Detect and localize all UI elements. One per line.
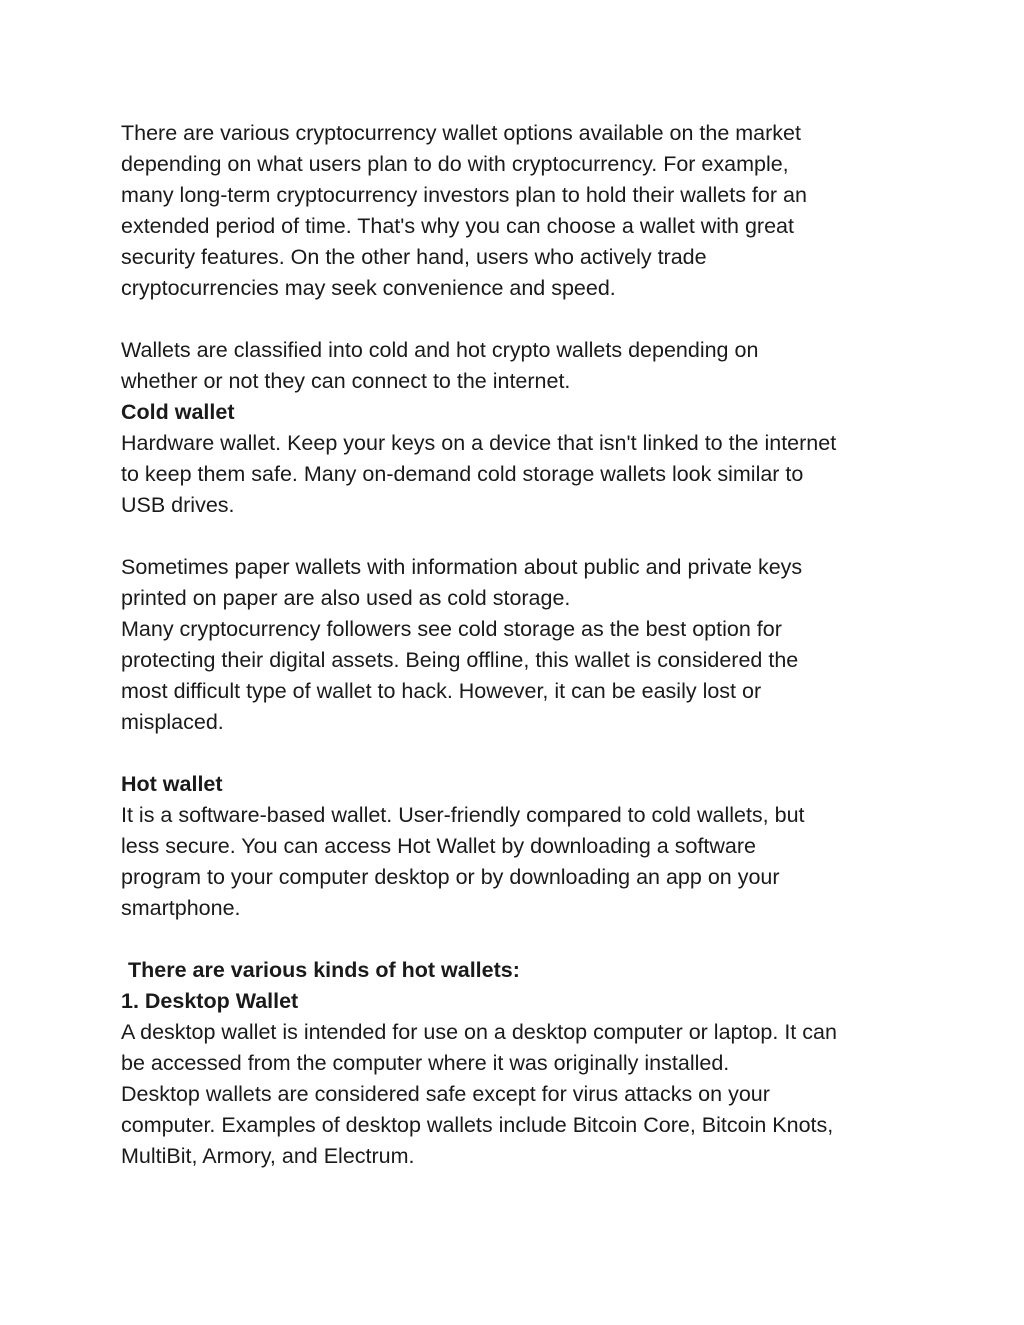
text-line: depending on what users plan to do with cryptocurrency. For example, (121, 152, 789, 176)
text-line: printed on paper are also used as cold storage. (121, 586, 571, 610)
classification-paragraph (121, 335, 921, 397)
text-line: misplaced. (121, 710, 224, 734)
cold-wallet-heading: Cold wallet (121, 400, 235, 424)
text-line: to keep them safe. Many on-demand cold storage wallets look similar to (121, 462, 804, 486)
hot-wallet-paragraph (121, 800, 921, 924)
text-line: USB drives. (121, 493, 235, 517)
text-line: Many cryptocurrency followers see cold storage as the best option for (121, 617, 782, 641)
text-line: Desktop wallets are considered safe except for virus attacks on your (121, 1082, 770, 1106)
paragraph-spacer (121, 521, 921, 552)
text-line: Wallets are classified into cold and hot crypto wallets depending on (121, 338, 759, 362)
text-line: program to your computer desktop or by downloading an app on your (121, 865, 780, 889)
paragraph-spacer (121, 304, 921, 335)
desktop-wallet-paragraph (121, 1017, 921, 1172)
text-line: protecting their digital assets. Being offline, this wallet is considered the (121, 648, 799, 672)
cold-storage-opinion-paragraph (121, 614, 921, 738)
text-line: whether or not they can connect to the internet. (121, 369, 571, 393)
text-line: many long-term cryptocurrency investors plan to hold their wallets for an (121, 183, 807, 207)
text-line: be accessed from the computer where it was originally installed. (121, 1051, 730, 1075)
text-line: It is a software-based wallet. User-friendly compared to cold wallets, but (121, 803, 805, 827)
text-line: Hardware wallet. Keep your keys on a device that isn't linked to the internet (121, 431, 837, 455)
text-line: There are various cryptocurrency wallet options available on the market (121, 121, 801, 145)
text-line: MultiBit, Armory, and Electrum. (121, 1144, 415, 1168)
text-line: extended period of time. That's why you can choose a wallet with great (121, 214, 794, 238)
text-line: less secure. You can access Hot Wallet by downloading a software (121, 834, 756, 858)
text-line: computer. Examples of desktop wallets include Bitcoin Core, Bitcoin Knots, (121, 1113, 834, 1137)
intro-paragraph (121, 118, 921, 304)
hardware-wallet-paragraph (121, 428, 921, 521)
hot-wallet-heading: Hot wallet (121, 772, 223, 796)
hot-wallet-kinds-heading: There are various kinds of hot wallets: (128, 958, 520, 982)
paragraph-spacer (121, 738, 921, 769)
text-line: security features. On the other hand, users who actively trade (121, 245, 707, 269)
paper-wallet-paragraph (121, 552, 921, 614)
text-line: A desktop wallet is intended for use on a desktop computer or laptop. It can (121, 1020, 837, 1044)
text-line: most difficult type of wallet to hack. However, it can be easily lost or (121, 679, 762, 703)
desktop-wallet-heading: 1. Desktop Wallet (121, 989, 299, 1013)
text-line: Sometimes paper wallets with information about public and private keys (121, 555, 803, 579)
text-line: smartphone. (121, 896, 241, 920)
text-line: cryptocurrencies may seek convenience and speed. (121, 276, 616, 300)
paragraph-spacer (121, 924, 921, 955)
document-page (121, 118, 921, 1172)
